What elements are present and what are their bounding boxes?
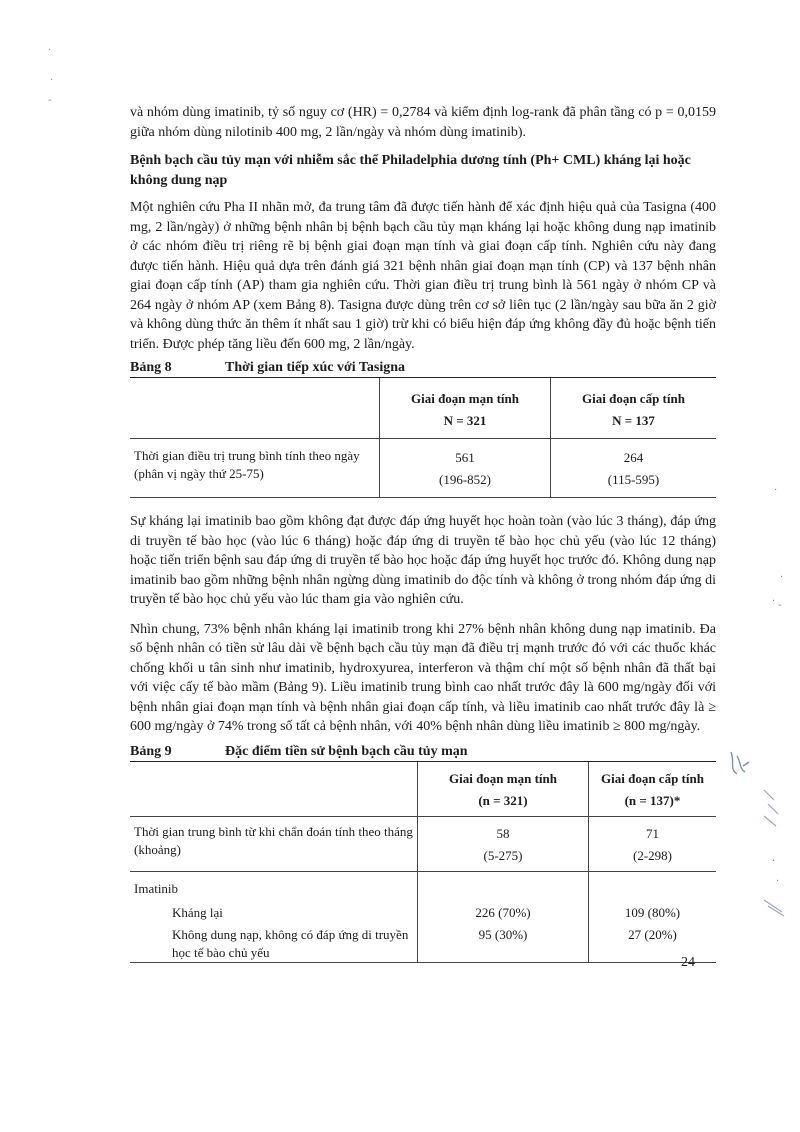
table-header-empty: [130, 378, 380, 439]
row-label: Thời gian trung bình từ khi chẩn đoán tính theo tháng (khoảng): [130, 816, 418, 871]
table-9-caption: [130, 743, 716, 762]
scan-speck: -: [48, 95, 52, 106]
handwritten-mark-icon: [760, 786, 784, 830]
header-n: N = 321: [443, 413, 487, 428]
table-8-title: Thời gian tiếp xúc với Tasigna: [225, 360, 406, 375]
scan-speck: ·: [774, 485, 778, 496]
table-8-caption: [130, 359, 716, 378]
row-label: Kháng lại: [172, 904, 223, 920]
resistance-paragraph: Sự kháng lại imatinib bao gồm không đạt được đáp ứng huyết học hoàn toàn (vào lúc 3 tháng), đáp ứng di truyền tế bào học (vào lúc 6 tháng) hoặc đáp ứng di truyền tế bào học chủ yếu (vào lúc 12 tháng) hoặc tiến triển bệnh sau đáp ứng di truyền tế bào học hoặc đáp ứng huyết học trước đó. Không dung nạp imatinib bao gồm những bệnh nhân ngừng dùng imatinib do độc tính và không ở trong nhóm đáp ứng di truyền tế bào học chủ yếu vào lúc tham gia vào nghiên cứu.: [130, 514, 716, 607]
cell-value: 561: [455, 450, 475, 465]
cell-cp: [418, 871, 589, 902]
page-number: 24: [681, 955, 695, 970]
header-label: Giai đoạn cấp tính: [582, 391, 685, 406]
row-label: Thời gian điều trị trung bình tính theo ngày (phân vị ngày thứ 25-75): [130, 439, 380, 498]
table-9-number: Bảng 9: [130, 743, 172, 759]
cell-cp: 95 (30%): [418, 924, 589, 963]
cell-ap: 109 (80%): [624, 904, 681, 920]
cell-value: 71: [646, 825, 659, 841]
header-label: Giai đoạn mạn tính: [410, 391, 519, 406]
table-header-ap: [589, 762, 717, 817]
scan-speck: ·: [48, 45, 52, 56]
table-header-row: [130, 378, 716, 439]
table-row: [130, 816, 716, 871]
table-row: [130, 924, 716, 963]
handwritten-mark-icon: [725, 748, 755, 782]
scan-speck: ·: [772, 856, 776, 867]
scan-speck: ·: [776, 876, 780, 887]
table-8: [130, 378, 716, 498]
cell-range: (5-275): [483, 847, 523, 863]
header-n: (n = 137)*: [624, 792, 681, 808]
table-header-cp: [380, 378, 551, 439]
scan-speck: -: [778, 600, 782, 611]
table-header-empty: [130, 762, 418, 817]
table-8-number: Bảng 8: [130, 360, 172, 375]
cell-cp: [418, 816, 589, 871]
cell-ap: [589, 871, 717, 902]
cell-cp: [380, 439, 551, 498]
row-label: Không dung nạp, không có đáp ứng di truyền học tế bào chủ yếu: [130, 924, 418, 963]
header-label: Giai đoạn cấp tính: [601, 770, 704, 786]
cell-ap: 27 (20%): [589, 924, 717, 963]
section-heading: Bệnh bạch cầu tủy mạn với nhiễm sắc thể Philadelphia dương tính (Ph+ CML) kháng lại hoặc không dung nạp: [130, 153, 691, 188]
cell-range: (2-298): [633, 847, 672, 863]
cell-ap: [589, 816, 717, 871]
cell-value: 264: [623, 450, 644, 465]
cell-range: (115-595): [607, 472, 660, 487]
cell-ap: [551, 439, 717, 498]
scan-speck: ·: [772, 596, 776, 607]
overall-paragraph: Nhìn chung, 73% bệnh nhân kháng lại imatinib trong khi 27% bệnh nhân không dung nạp imatinib. Đa số bệnh nhân có tiền sử lâu dài về bệnh bạch cầu tủy mạn đã điều trị mạnh trước đó với các thuốc khác chống khối u tân sinh như imatinib, hydroxyurea, interferon và thậm chí một số bệnh nhân đã thất bại với việc cấy tế bào mầm (Bảng 9). Liều imatinib trung bình cao nhất trước đây là 600 mg/ngày đối với bệnh nhân giai đoạn mạn tính và bệnh nhân giai đoạn cấp tính, và liều imatinib cao nhất trước đây là ≥ 600 mg/ngày ở 74% trong số tất cả bệnh nhân, với 40% bệnh nhân dùng liều imatinib ≥ 800 mg/ngày.: [130, 621, 716, 734]
cell-value: 58: [496, 825, 510, 841]
header-n: N = 137: [612, 413, 655, 428]
table-9: [130, 762, 716, 963]
cell-range: (196-852): [439, 472, 491, 487]
table-header-cp: [418, 762, 589, 817]
scan-speck: ·: [50, 75, 54, 86]
table-9-title: Đặc điểm tiền sử bệnh bạch cầu tủy mạn: [225, 743, 468, 759]
table-header-ap: [551, 378, 717, 439]
table-row: [130, 439, 716, 498]
table-row: [130, 871, 716, 902]
scan-speck: ·: [780, 572, 784, 583]
table-row: [130, 902, 716, 924]
header-label: Giai đoạn mạn tính: [448, 770, 557, 786]
row-label: Imatinib: [134, 880, 179, 896]
header-n: (n = 321): [478, 792, 528, 808]
table-header-row: [130, 762, 716, 817]
study-paragraph: Một nghiên cứu Pha II nhãn mở, đa trung tâm đã được tiến hành để xác định hiệu quả của Tasigna (400 mg, 2 lần/ngày) ở những bệnh nhân bị bệnh bạch cầu tủy mạn kháng lại hoặc không dung nạp imatinib ở các nhóm điều trị riêng rẽ bị bệnh giai đoạn mạn tính và giai đoạn cấp tính. Nghiên cứu này đang được tiến hành. Hiệu quả dựa trên đánh giá 321 bệnh nhân giai đoạn mạn tính (CP) và 137 bệnh nhân giai đoạn cấp tính (AP) tham gia nghiên cứu. Thời gian điều trị trung bình là 561 ngày ở nhóm CP và 264 ngày ở nhóm AP (xem Bảng 8). Tasigna được dùng trên cơ sở liên tục (2 lần/ngày sau bữa ăn 2 giờ và không dùng thức ăn thêm ít nhất sau 1 giờ) trừ khi có biểu hiện đáp ứng không đầy đủ hoặc bệnh tiến triển. Được phép tăng liều đến 600 mg, 2 lần/ngày.: [130, 200, 716, 352]
cell-cp: 226 (70%): [418, 902, 589, 924]
handwritten-mark-icon: [762, 896, 788, 918]
intro-paragraph: và nhóm dùng imatinib, tỷ số nguy cơ (HR) = 0,2784 và kiểm định log-rank đã phân tầng có p = 0,0159 giữa nhóm dùng nilotinib 400 mg, 2 lần/ngày và nhóm dùng imatinib).: [130, 105, 716, 140]
document-page: [130, 103, 716, 963]
